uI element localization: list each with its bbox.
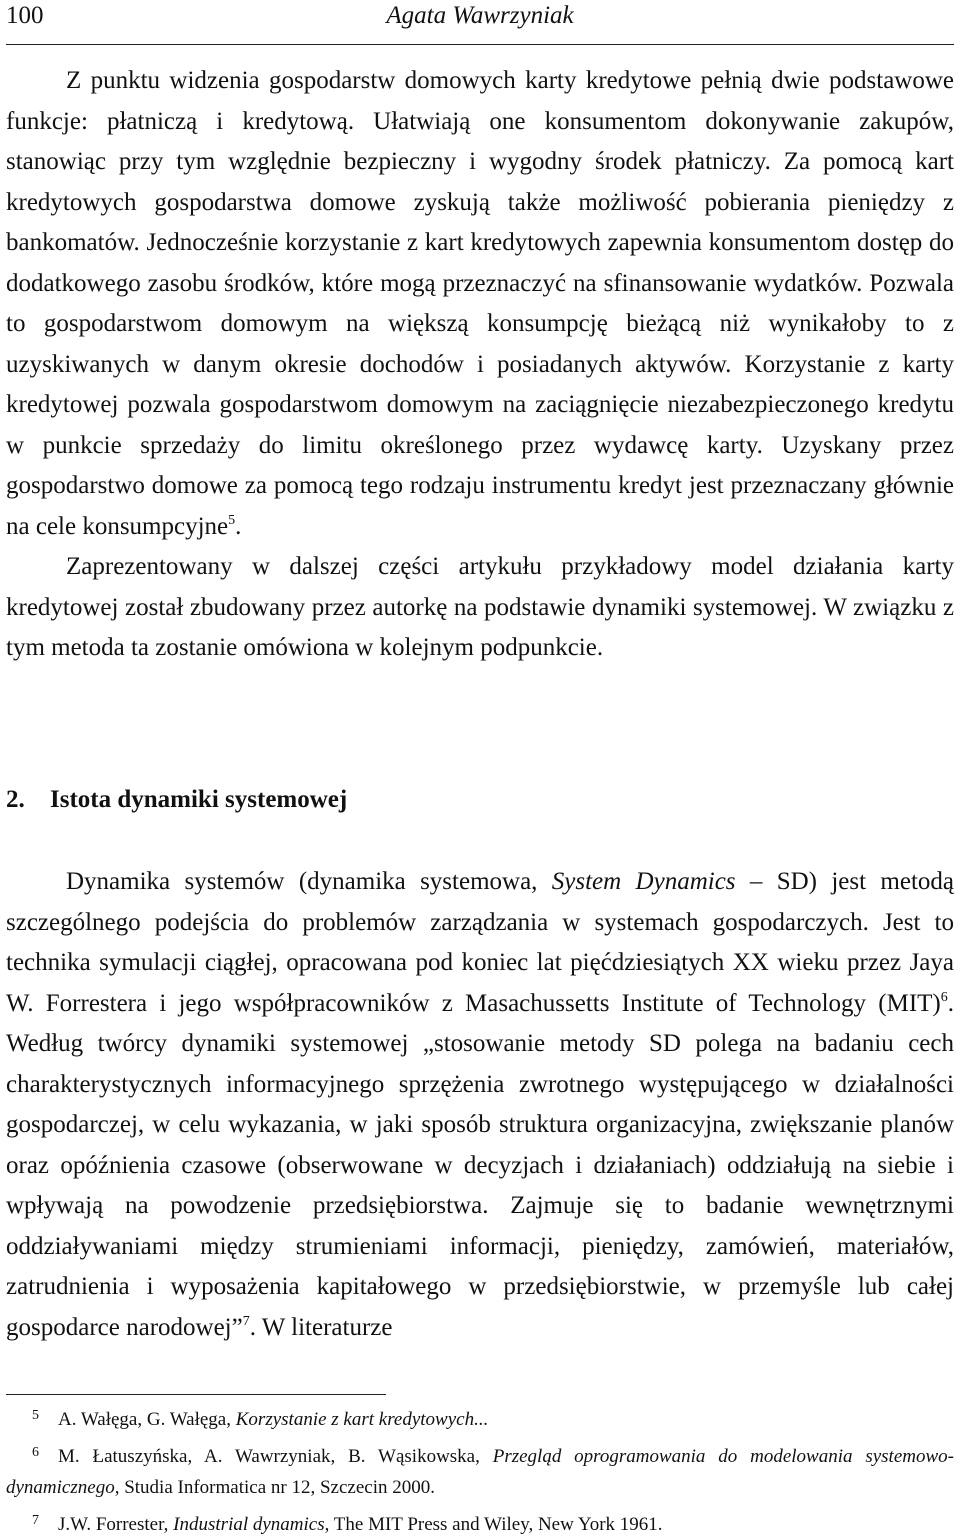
footnote-author: J.W. Forrester, xyxy=(58,1514,174,1535)
section-two-text xyxy=(6,862,954,1348)
footnote-6: 6 M. Łatuszyńska, A. Wawrzyniak, B. Wąsikowska, Przegląd oprogramowania do modelowania systemowo-dynamicznego, Studia Informatica nr 12, Szczecin 2000. xyxy=(6,1445,954,1498)
paragraph-end: . xyxy=(235,512,242,540)
section-one-text xyxy=(6,61,954,669)
paragraph-text-part-1: Dynamika systemów (dynamika systemowa, xyxy=(66,868,552,895)
running-title-author: Agata Wawrzyniak xyxy=(386,2,574,29)
paragraph-system-dynamics xyxy=(6,862,954,1348)
running-header xyxy=(6,0,954,45)
footnote-ref-5[interactable]: 5 xyxy=(228,512,236,528)
italic-term: System Dynamics xyxy=(551,868,736,895)
footnote-ref-6[interactable]: 6 xyxy=(940,989,948,1005)
section-heading xyxy=(6,786,347,814)
footnote-7: 7 J.W. Forrester, Industrial dynamics, The MIT Press and Wiley, New York 1961. xyxy=(32,1513,663,1535)
paragraph-text: Z punktu widzenia gospodarstw domowych karty kredytowe pełnią dwie podstawowe funkcje: płatniczą i kredytową. Ułatwiają one konsumentom dokonywanie zakupów, stanowiąc przy tym względnie bezpieczny i wygodny środek płatniczy. Za pomocą kart kredytowych gospodarstwa domowe zyskują także możliwość pobierania pieniędzy z bankomatów. Jednocześnie korzystanie z kart kredytowych zapewnia konsumentom dostęp do dodatkowego zasobu środków, które mogą przeznaczyć na sfinansowanie wydatków. Pozwala to gospodarstwom domowym na większą konsumpcję bieżącą niż wynikałoby to z uzyskiwanych w danym okresie dochodów i posiadanych aktywów. Korzystanie z karty kredytowej pozwala gospodarstwom domowym na zaciągnięcie niezabezpieczonego kredytu w punkcie sprzedaży do limitu określonego przez wydawcę karty. Uzyskany przez gospodarstwo domowe za pomocą tego rodzaju instrumentu kredyt jest przeznaczany głównie na cele konsumpcyjne xyxy=(6,67,954,540)
paragraph-credit-card-functions xyxy=(6,61,954,547)
footnote-title: Przegląd oprogramowania do modelowania systemowo-dynamicznego xyxy=(6,1446,954,1498)
footnote-title: Industrial dynamics xyxy=(173,1514,325,1535)
paragraph-text-part-3: . Według twórcy dynamiki systemowej „stosowanie metody SD polega na badaniu cech charakterystycznych informacyjnego sprzężenia zwrotnego występującego w działalności gospodarczej, w celu wykazania, w jaki sposób struktura organizacyjna, zwiększanie planów oraz opóźnienia czasowe (obserwowane w decyzjach i działaniach) oddziałują na siebie i wpływają na powodzenie przedsiębiorstwa. Zajmuje się to badanie wewnętrznymi oddziaływaniami między strumieniami informacji, pieniędzy, zamówień, materiałów, zatrudnienia i wyposażenia kapitałowego w przedsiębiorstwie, w przemyśle lub całej gospodarce narodowej” xyxy=(6,989,954,1341)
footnote-author: M. Łatuszyńska, A. Wawrzyniak, B. Wąsikowska, xyxy=(58,1446,493,1467)
section-number: 2. xyxy=(6,786,25,813)
footnote-publication: , The MIT Press and Wiley, New York 1961. xyxy=(324,1514,663,1535)
section-title: Istota dynamiki systemowej xyxy=(50,786,348,813)
footnote-publication: , Studia Informatica nr 12, Szczecin 2000. xyxy=(114,1477,435,1498)
footnote-5: 5 A. Wałęga, G. Wałęga, Korzystanie z kart kredytowych... xyxy=(32,1408,489,1430)
footnote-divider xyxy=(6,1394,386,1395)
page-number: 100 xyxy=(6,2,44,29)
footnote-ref-7[interactable]: 7 xyxy=(242,1313,250,1329)
footnote-author: A. Wałęga, G. Wałęga, xyxy=(58,1409,236,1430)
paragraph-text-part-2: – SD) jest metodą szczególnego podejścia do problemów zarządzania w systemach gospodarczych. Jest to technika symulacji ciągłej, opracowana pod koniec lat pięćdziesiątych XX wieku przez Jaya W. Forrestera i jego współpracowników z Masachussetts Institute of Technology (MIT) xyxy=(6,868,954,1017)
footnote-title: Korzystanie z kart kredytowych... xyxy=(235,1409,489,1430)
paragraph-model-intro: Zaprezentowany w dalszej części artykułu przykładowy model działania karty kredytowej został zbudowany przez autorkę na podstawie dynamiki systemowej. W związku z tym metoda ta zostanie omówiona w kolejnym podpunkcie. xyxy=(6,553,954,661)
footnotes xyxy=(6,1404,954,1540)
paragraph-text-part-4: . W literaturze xyxy=(249,1313,393,1341)
